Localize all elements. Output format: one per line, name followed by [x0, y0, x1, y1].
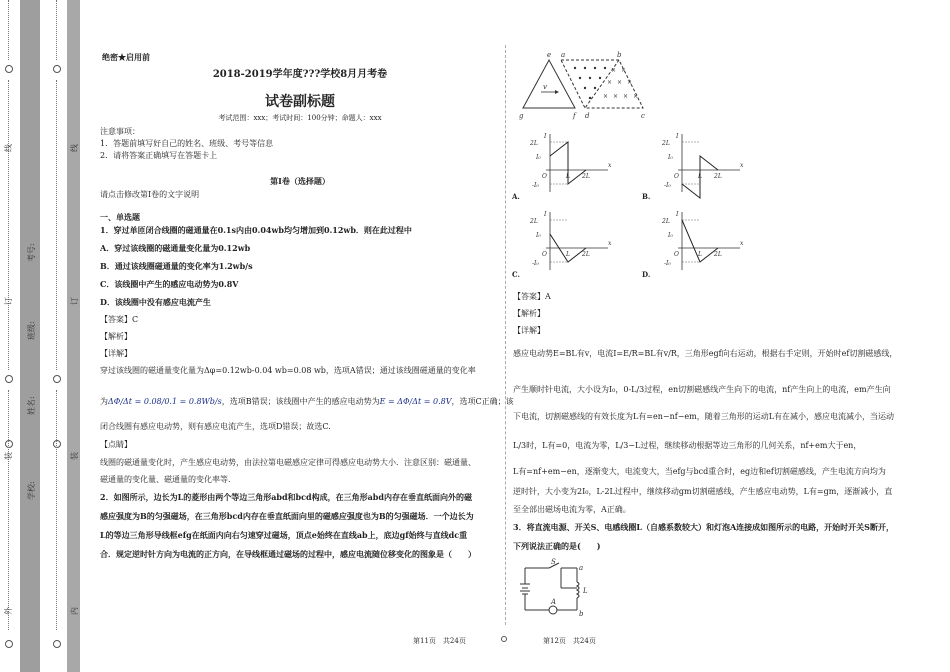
notes-item: 1．答题前填写好自己的姓名、班级、考号等信息 — [100, 139, 274, 148]
axis-label: 2L — [530, 218, 538, 225]
fig-label: c — [641, 112, 645, 120]
axis-label: O — [542, 173, 547, 180]
q1-detail-text: ，选项B错误；该线圈中产生的感应电动势为 — [221, 397, 380, 406]
notes-heading: 注意事项： — [100, 127, 140, 136]
binding-label: 装 — [4, 452, 13, 460]
circuit-label: L — [583, 587, 588, 595]
binding-hole — [53, 640, 61, 648]
circuit-figure — [515, 558, 590, 618]
q2-detail-label: 【详解】 — [513, 326, 545, 335]
svg-text:×: × — [611, 67, 617, 74]
binding-hole — [53, 440, 61, 448]
q2-stem-line: 合．规定逆时针方向为电流的正方向，在导线框通过磁场的过程中，感应电流随位移变化的图象是（ ） — [100, 549, 476, 559]
notes-item: 2．请将答案正确填写在答题卡上 — [100, 151, 218, 160]
field-school: 学校: — [27, 481, 36, 500]
secret-mark: 绝密★启用前 — [102, 52, 150, 62]
q1-option-c: C．该线圈中产生的感应电动势为0.8V — [100, 279, 239, 289]
svg-text:×: × — [621, 67, 627, 74]
axis-label: -I₀ — [532, 260, 539, 267]
svg-text:×: × — [627, 79, 633, 86]
circuit-label: b — [579, 610, 584, 618]
page-number-right: 第12页 共24页 — [543, 637, 596, 645]
q2-detail-line: L有=nf+em−en，逐渐变大，电流变大，当efg与bcd重合时，eg边和ef切割磁感线，产生电流方向均为 — [513, 467, 886, 476]
option-label: A. — [512, 192, 520, 201]
q2-stem-line: L的等边三角形导线框efg在纸面内向右匀速穿过磁场，顶点e始终在直线ab上，底边gf始终与直线dc重 — [100, 530, 468, 540]
axis-label: x — [608, 240, 612, 247]
axis-label: O — [542, 251, 547, 258]
formula: ΔΦ/Δt = 0.08/0.1 = 0.8Wb/s — [108, 397, 222, 406]
q1-comment-line: 磁通量的变化量、磁通量的变化率等. — [100, 475, 231, 484]
axis-label: 2L — [714, 173, 722, 180]
graph-option-b — [660, 130, 760, 200]
axis-label: -I₀ — [664, 182, 671, 189]
graph-option-c — [528, 208, 628, 278]
q2-analysis-label: 【解析】 — [513, 309, 545, 318]
axis-label: -I₀ — [532, 182, 539, 189]
q2-detail-line: 产生顺时针电流，大小设为I₀，0-L/3过程，en切割磁感线产生向下的电流，nf产生向上的电流，em产生向 — [513, 385, 891, 394]
axis-label: -I₀ — [664, 260, 671, 267]
svg-text:×: × — [613, 93, 619, 100]
axis-label: x — [740, 240, 744, 247]
fig-label: b — [617, 51, 622, 59]
q2-detail-line: L/3时，L有=0，电流为零，L/3−L过程，继续移动根据等边三角形的几何关系，nf+em大于en， — [513, 441, 862, 450]
q2-detail-line: 逆时针，大小变为2I₀，L-2L过程中，继续移动gm切割磁感线，产生感应电动势，L有=gm，逐渐减小，直 — [513, 487, 893, 496]
axis-label: I₀ — [536, 232, 541, 239]
axis-label: 2L — [662, 218, 670, 225]
option-label: D. — [642, 270, 651, 279]
binding-label: 订 — [70, 297, 79, 305]
cut-line — [56, 0, 57, 60]
axis-label: I₀ — [536, 154, 541, 161]
svg-text:×: × — [603, 93, 609, 100]
field-name: 姓名: — [27, 396, 36, 415]
fig-label: e — [547, 51, 552, 59]
graph-option-d — [660, 208, 760, 278]
q2-stem-line: 2．如图所示，边长为L的菱形由两个等边三角形abd和bcd构成，在三角形abd内存在垂直纸面向外的磁 — [100, 492, 472, 502]
field-id: 考号: — [27, 243, 36, 262]
fig-label: d — [585, 112, 590, 120]
binding-label: 线 — [70, 144, 79, 152]
q1-comment-label: 【点睛】 — [100, 440, 132, 449]
binding-label: 订 — [4, 297, 13, 305]
q2-detail-line: 至全部出磁场电流为零，A正确。 — [513, 505, 631, 514]
binding-hole — [5, 640, 13, 648]
axis-label: L — [566, 251, 570, 258]
option-label: B. — [642, 192, 651, 201]
center-mark — [501, 636, 507, 642]
q1-detail-line: 闭合线圈有感应电动势，则有感应电流产生，选项D错误；故选C. — [100, 422, 331, 431]
q3-stem-line: 3．将直流电源、开关S、电感线圈L（自感系数较大）和灯泡A连接成如图所示的电路，开始时开关S断开， — [513, 522, 894, 532]
column-divider — [505, 45, 506, 625]
axis-label: 2L — [582, 251, 590, 258]
axis-label: L — [698, 251, 702, 258]
exam-subtitle: 试卷副标题 — [265, 94, 335, 110]
fig-label: f — [573, 112, 576, 120]
axis-label: 2L — [582, 173, 590, 180]
q1-detail-text: 为 — [100, 397, 108, 406]
section-desc: 请点击修改第I卷的文字说明 — [100, 190, 200, 199]
svg-text:×: × — [617, 79, 623, 86]
q1-option-b: B．通过该线圈磁通量的变化率为1.2wb/s — [100, 261, 253, 271]
axis-label: 2L — [662, 140, 670, 147]
axis-label: I₀ — [668, 232, 673, 239]
cut-line — [56, 80, 57, 370]
axis-label: O — [674, 251, 679, 258]
axis-label: 2L — [530, 140, 538, 147]
binding-hole — [5, 65, 13, 73]
circuit-label: S — [551, 558, 556, 566]
fig-label: g — [519, 112, 524, 120]
axis-label: L — [698, 173, 702, 180]
option-label: C. — [512, 270, 520, 279]
exam-meta: 考试范围：xxx；考试时间：100分钟；命题人：xxx — [218, 114, 382, 122]
cut-line — [8, 390, 9, 630]
rhombus-figure — [515, 48, 655, 120]
q1-stem: 1．穿过单匝闭合线圈的磁通量在0.1s内由0.04wb均匀增加到0.12wb．则在此过程中 — [100, 225, 412, 235]
q1-detail-line: 穿过该线圈的磁通量变化量为Δφ=0.12wb-0.04 wb=0.08 wb，选项A错误；通过该线圈磁通量的变化率 — [100, 366, 476, 375]
section-title: 第I卷（选择题） — [270, 176, 330, 186]
field-class: 班级: — [27, 321, 36, 340]
axis-label: I — [544, 133, 547, 140]
binding-label: 线 — [4, 144, 13, 152]
q3-stem-line: 下列说法正确的是( ) — [513, 541, 601, 551]
axis-label: I — [676, 211, 679, 218]
svg-text:×: × — [607, 79, 613, 86]
graph-option-a — [528, 130, 628, 200]
q1-analysis-label: 【解析】 — [100, 332, 132, 341]
cut-line — [8, 80, 9, 370]
fig-label: v — [543, 83, 547, 91]
axis-label: x — [740, 162, 744, 169]
q1-option-a: A．穿过该线圈的磁通量变化量为0.12wb — [100, 243, 251, 253]
binding-hole — [5, 440, 13, 448]
binding-strip-inner — [67, 0, 80, 672]
binding-hole — [5, 375, 13, 383]
q1-detail-text: ，选项C正确；该 — [451, 397, 514, 406]
q1-detail-label: 【详解】 — [100, 349, 132, 358]
q2-detail-line: 下电流，切割磁感线的有效长度为L有=en−nf−em，随着三角形的运动L有在减小，感应电流减小，当运动 — [513, 412, 895, 421]
q2-detail-line: 感应电动势E=BL有v，电流I=E/R=BL有v/R，三角形egf向右运动，根据右手定则，开始时ef切割磁感线， — [513, 349, 898, 358]
axis-label: I — [676, 133, 679, 140]
axis-label: x — [608, 162, 612, 169]
binding-label: 外 — [4, 607, 13, 615]
part-heading: 一、单选题 — [100, 212, 140, 222]
binding-hole — [53, 375, 61, 383]
circuit-label: A — [551, 598, 557, 606]
q1-comment-line: 线圈的磁通量变化时，产生感应电动势，由法拉第电磁感应定律可得感应电动势大小．注意区别：磁通量、 — [100, 458, 476, 467]
cut-line — [8, 0, 9, 60]
axis-label: I — [544, 211, 547, 218]
axis-label: 2L — [714, 251, 722, 258]
axis-label: I₀ — [668, 154, 673, 161]
fig-label: a — [561, 51, 566, 59]
binding-hole — [53, 65, 61, 73]
q2-stem-line: 感应强度为B的匀强磁场，在三角形bcd内存在垂直纸面向里的磁感应强度也为B的匀强磁场．一个边长为 — [100, 511, 474, 521]
page-number-left: 第11页 共24页 — [413, 637, 466, 645]
svg-text:×: × — [623, 93, 629, 100]
exam-title: 2018-2019学年度???学校8月月考卷 — [212, 69, 388, 80]
formula: E = ΔΦ/Δt = 0.8V — [379, 397, 452, 406]
binding-label: 装 — [70, 452, 79, 460]
q2-answer: 【答案】A — [513, 292, 551, 301]
axis-label: O — [674, 173, 679, 180]
q1-option-d: D．该线圈中没有感应电流产生 — [100, 297, 211, 307]
circuit-label: a — [579, 564, 584, 572]
axis-label: L — [566, 173, 570, 180]
binding-label: 内 — [70, 607, 79, 615]
cut-line — [56, 390, 57, 630]
svg-text:×: × — [633, 93, 639, 100]
q1-detail-formula-line — [100, 396, 514, 408]
q1-answer: 【答案】C — [100, 315, 139, 324]
